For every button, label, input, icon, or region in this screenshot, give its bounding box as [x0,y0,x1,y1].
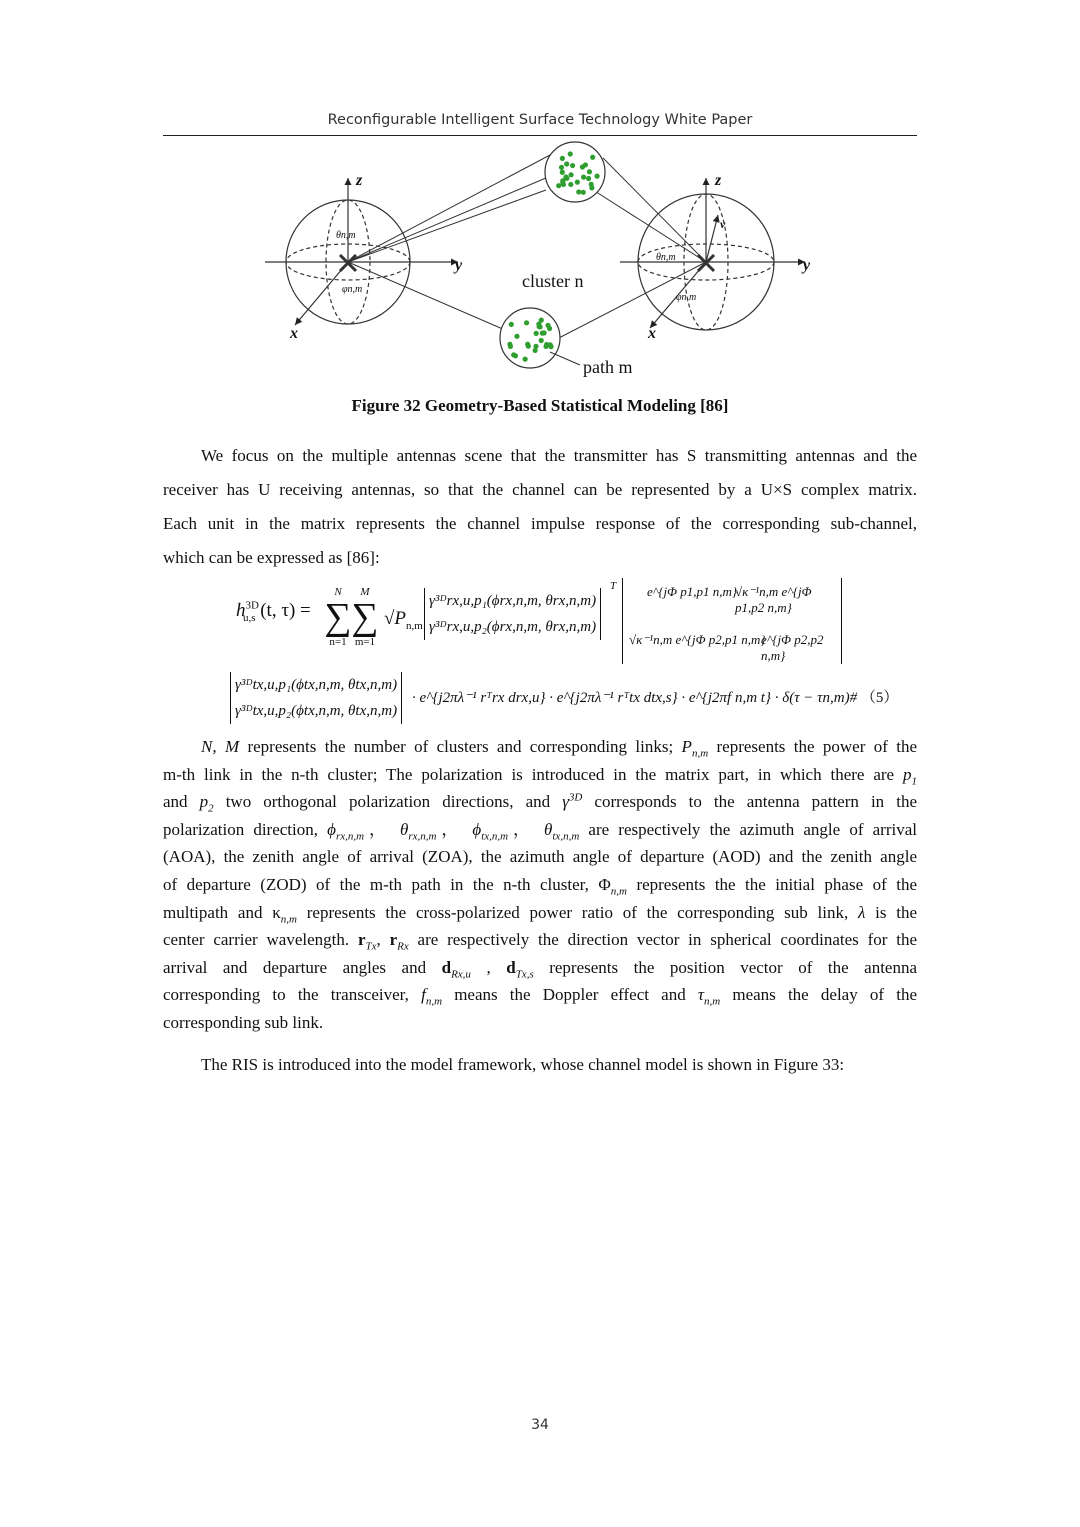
text-line [163,816,917,844]
text-segment: means the delay of the [720,985,917,1005]
text-line [163,871,917,899]
text-line [163,507,917,541]
scatterer-dot [524,320,529,325]
text-segment: p [199,792,209,812]
text-segment: ϕ [327,819,336,839]
scatterer-dot [539,338,544,343]
text-segment: two orthogonal polarization directions, and [213,792,563,812]
sum-n-bottom: n=1 [329,636,347,648]
scatterer-dot [570,163,575,168]
text-segment: n,m [610,885,627,898]
eq-args: (t, τ) = [260,600,311,621]
text-segment: which can be expressed as [86]: [163,548,380,567]
right-sphere [620,178,805,330]
gbsm-figure [250,140,830,380]
text-segment: n,m [280,912,297,925]
scatterer-dot [545,323,550,328]
text-segment: p [903,764,912,784]
scatterer-dot [589,182,594,187]
text-segment: n,m [691,747,709,760]
scatterer-dot [526,344,531,349]
text-segment: multipath and κ [163,902,281,922]
text-line [163,541,917,575]
scatterer-dot [568,151,573,156]
text-line [163,899,917,927]
text-segment: represents the power of the [708,737,917,756]
text-segment: corresponding to the transceiver, [163,985,422,1005]
sum-n [323,586,353,648]
text-line [163,1053,917,1077]
scatterer-dot [581,190,586,195]
paragraph-ris [163,1053,917,1077]
gamma-tx-p1: γ³ᴰtx,u,p₁(ϕtx,n,m, θtx,n,m) [235,677,398,693]
text-segment: rx,n,m [335,830,365,843]
text-segment: is the [865,902,917,922]
scatterer-dot [583,162,588,167]
phi-label-right: φn,m [676,292,697,303]
text-segment: are respectively the direction vector in spherical coordinates for the [408,930,917,950]
scatterer-dot [534,331,539,336]
path-label: path m [583,357,633,377]
paragraph-definitions [163,733,917,1037]
text-segment: ， [364,819,400,839]
text-segment: center carrier wavelength. [163,930,358,950]
text-segment: r [357,930,366,950]
scatterer-dot [513,353,518,358]
text-segment: m-th link in the n-th cluster; The polarization is introduced in the matrix part, in which there are [163,764,903,784]
text-segment: corresponding sub link. [163,1012,324,1032]
text-line [163,733,917,761]
text-line [163,843,917,871]
text-segment: polarization direction, [163,819,328,839]
eq-h-sub: u,s [242,611,256,624]
text-segment: ， [508,819,545,839]
y-axis-label-right: y [803,257,811,274]
text-segment: Tx,s [515,968,534,981]
text-line [163,761,917,789]
paragraph-intro [163,439,917,575]
text-segment: 1 [911,774,917,787]
text-segment: corresponds to the antenna pattern in the [582,792,918,812]
text-segment: γ [562,792,569,812]
text-segment: P [681,737,692,756]
velocity-label: v [720,217,726,231]
scatterer-dot [514,334,519,339]
scatterer-dot [542,330,547,335]
text-segment: τ [697,985,704,1005]
equation-tail [412,686,898,707]
text-segment: d [506,957,516,977]
scatterer-dot [586,176,591,181]
text-segment: (AOA), the zenith angle of arrival (ZOA), the azimuth angle of departure (AOD) and the zenith angle [163,847,917,867]
text-segment: rx,n,m [408,830,437,843]
gamma-rx-p2: γ³ᴰrx,u,p₂(ϕrx,n,m, θrx,n,m) [429,619,597,635]
scatterer-dot [576,189,581,194]
scatterer-dot [581,175,586,180]
scatterer-dot [560,170,565,175]
text-segment: Rx,u [451,968,471,981]
text-segment: represents the the initial phase of the [626,874,917,894]
rx-gamma-vector [424,588,601,640]
eq-exponentials: · e^{j2πλ⁻¹ rᵀrx drx,u} · e^{j2πλ⁻¹ rᵀtx dtx,s} · e^{j2πf n,m t} · δ(τ − τn,m)# [412,690,858,706]
matrix-11: e^{jΦ p1,p1 n,m} [647,584,738,599]
scatterer-dot [590,155,595,160]
tx-gamma-vector [230,672,402,724]
header-rule [163,135,917,136]
phi-label-left: φn,m [342,284,363,295]
scatterer-dot [575,180,580,185]
sqrt-p-sub: n,m [406,619,423,632]
path-pointer [550,352,580,365]
text-segment: d [441,957,452,977]
scatterer-dot [560,156,565,161]
scatterer-dot [523,357,528,362]
text-line [163,473,917,507]
text-segment: Each unit in the matrix represents the channel impulse response of the corresponding sub-channel, [163,514,917,533]
scatterer-dot [564,161,569,166]
scatterer-dot [509,322,514,327]
equation-number: （5） [860,690,899,706]
text-segment: represents the cross-polarized power ratio of the corresponding sub link, [297,902,858,922]
equation-lhs [236,600,311,622]
theta-label-right: θn,m [656,252,676,263]
text-line [163,1009,917,1037]
scatterer-dot [537,324,542,329]
scatterer-dot [559,165,564,170]
polarization-matrix [622,578,842,664]
text-segment: arrival and departure angles and [163,957,442,977]
running-header: Reconfigurable Intelligent Surface Technology White Paper [327,112,753,128]
text-segment: N, M [201,737,240,756]
sum-symbol: ∑ [351,596,379,638]
text-segment: represents the number of clusters and corresponding links; [239,737,682,756]
scatterer-dot [569,172,574,177]
sum-m-bottom: m=1 [354,636,376,648]
text-segment: r [389,930,398,950]
sum-n-top: N [334,586,342,598]
matrix-21: √κ⁻¹n,m e^{jΦ p2,p1 n,m} [629,632,766,647]
sqrt-power [384,608,423,630]
text-line [163,439,917,473]
gamma-rx-p1: γ³ᴰrx,u,p₁(ϕrx,n,m, θrx,n,m) [429,593,597,609]
eq-h: h [236,600,246,621]
left-sphere [265,178,458,325]
matrix-22: e^{jΦ p2,p2 n,m} [761,632,824,663]
sum-symbol: ∑ [324,596,352,638]
text-line [163,954,917,982]
cluster-label: cluster n [522,271,584,291]
x-axis-label-left: x [290,325,298,342]
text-segment: 3D [568,791,583,804]
scatterer-dot [594,174,599,179]
scatterer-dot [568,182,573,187]
scatterer-dot [587,169,592,174]
x-axis-label-right: x [648,325,656,342]
scatterer-dot [508,344,513,349]
text-segment: θ [400,819,409,839]
page-number: 34 [531,1417,549,1433]
text-segment: tx,n,m [481,830,509,843]
text-segment: λ [858,902,866,922]
z-axis-label-right: z [715,172,722,189]
matrix-12: √κ⁻¹n,m e^{jΦ p1,p2 n,m} [735,584,812,615]
theta-label-left: θn,m [336,230,356,241]
text-segment: ϕ [472,819,482,839]
scatterer-dot [560,178,565,183]
sqrt-p: √P [384,608,407,629]
text-segment: We focus on the multiple antennas scene that the transmitter has S transmitting antennas and the [201,446,917,465]
figure-caption: Figure 32 Geometry-Based Statistical Modeling [86] [351,396,729,415]
scatterer-dot [543,344,548,349]
y-axis-label-left: y [455,257,463,274]
cluster-top [545,142,605,202]
text-segment: means the Doppler effect and [442,985,698,1005]
text-segment: , [376,930,390,950]
text-segment: and [163,792,200,812]
text-segment: ， [436,819,473,839]
scatterer-dot [556,183,561,188]
text-segment: 2 [208,802,214,815]
text-segment: n,m [425,995,443,1008]
transpose: T [610,580,617,592]
sum-m [350,586,380,648]
text-segment: of departure (ZOD) of the m-th path in the n-th cluster, Φ [163,874,611,894]
text-segment: are respectively the azimuth angle of arrival [579,819,917,839]
text-segment: receiver has U receiving antennas, so that the channel can be represented by a U×S complex matrix. [163,480,917,499]
text-segment: f [421,985,426,1005]
text-segment: The RIS is introduced into the model framework, whose channel model is shown in Figure 33: [201,1055,845,1074]
text-segment: Tx [365,940,377,953]
text-segment: represents the position vector of the antenna [533,957,918,977]
gamma-tx-p2: γ³ᴰtx,u,p₂(ϕtx,n,m, θtx,n,m) [235,703,398,719]
text-segment: Rx [397,940,409,953]
sum-m-top: M [360,586,370,598]
scatterer-dot [533,344,538,349]
text-line [163,926,917,954]
text-segment: n,m [703,995,721,1008]
text-segment: θ [544,819,553,839]
text-segment: tx,n,m [552,830,580,843]
text-line [163,788,917,816]
eq-h-sup: 3D [245,599,259,612]
text-line [163,981,917,1009]
cluster-bottom [500,308,560,368]
text-segment: , [470,957,507,977]
z-axis-label-left: z [356,172,363,189]
